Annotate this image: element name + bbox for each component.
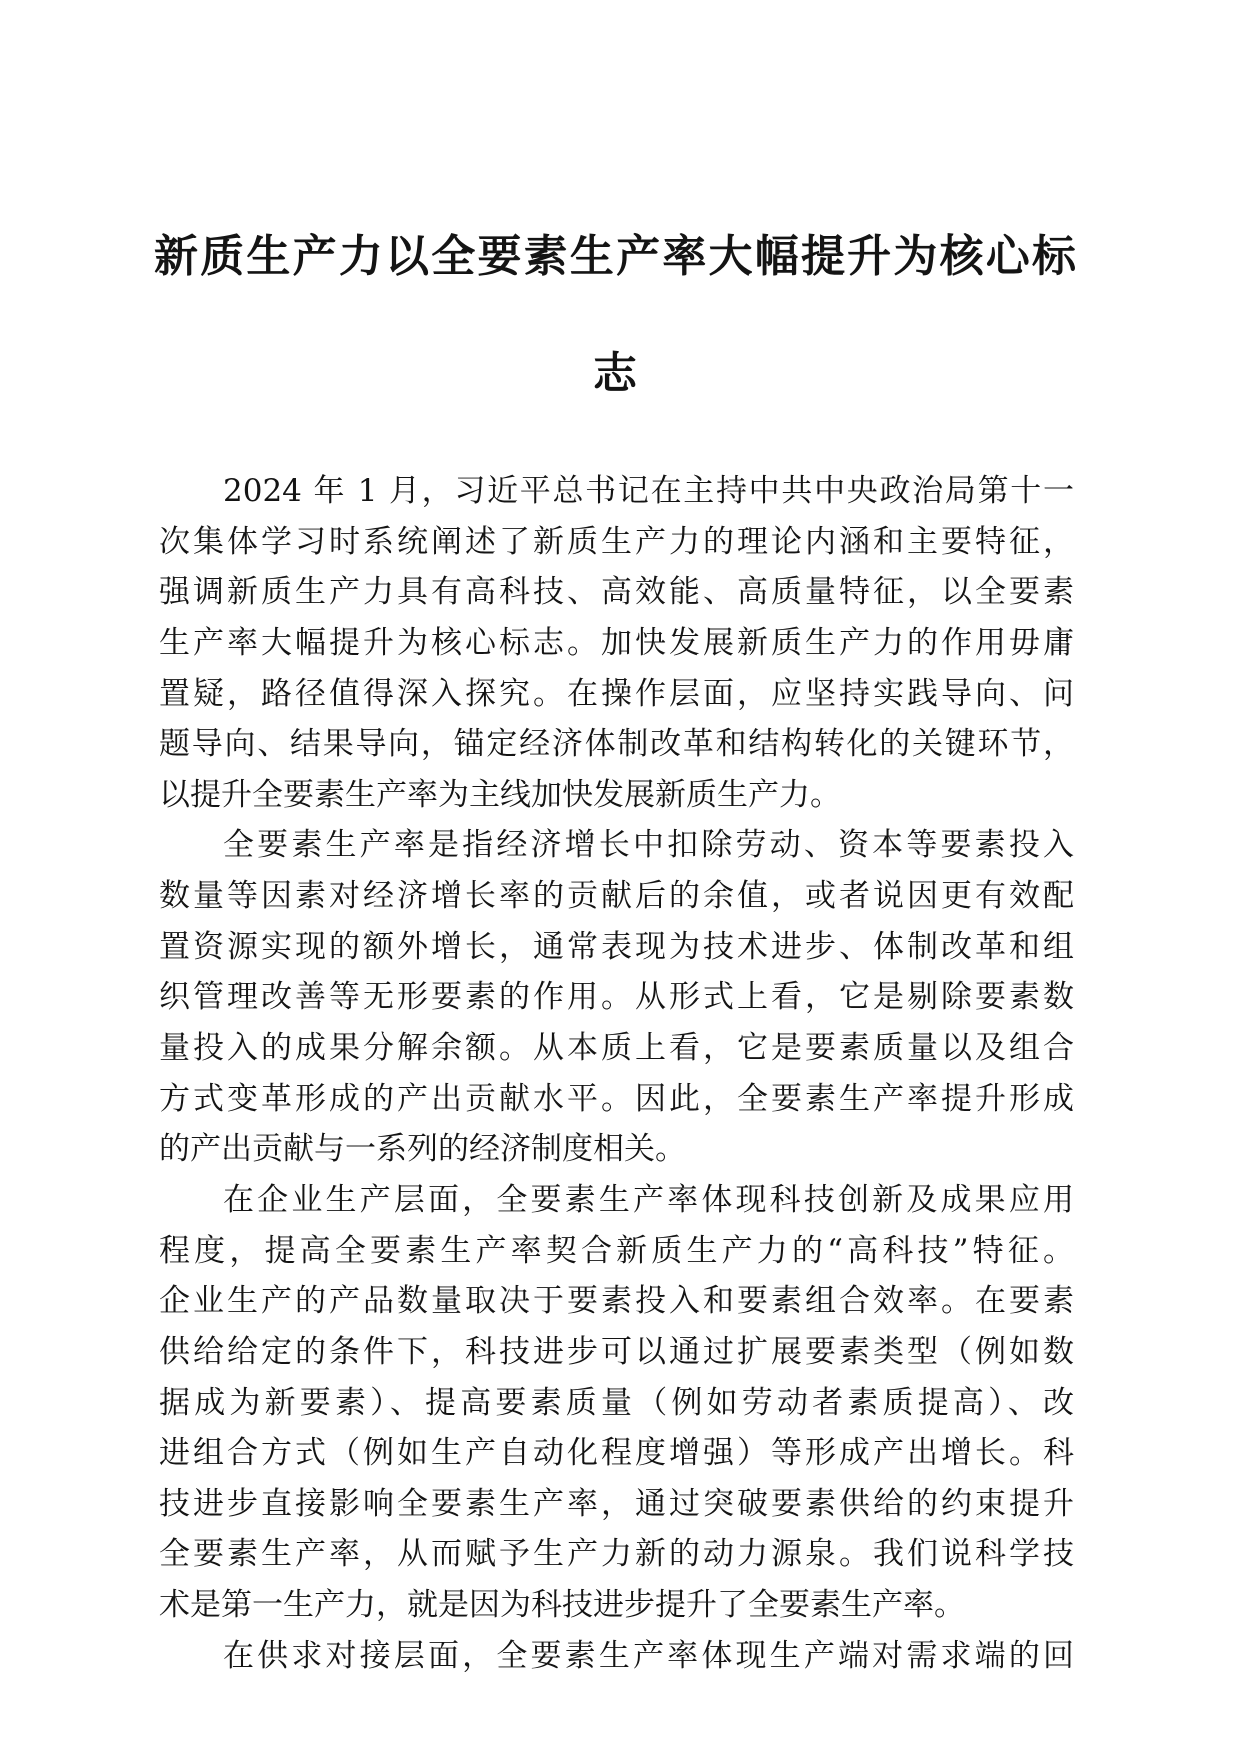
body-line: 量投入的成果分解余额。从本质上看，它是要素质量以及组合 [159,1030,1074,1067]
title-line: 新质生产力以全要素生产率大幅提升为核心标 [154,231,1076,282]
body-line: 在企业生产层面，全要素生产率体现科技创新及成果应用 [223,1181,1074,1218]
paragraph [159,820,1074,1174]
body-line: 生产率大幅提升为核心标志。加快发展新质生产力的作用毋庸 [159,624,1074,661]
paragraph [159,1175,1074,1631]
body-line: 题导向、结果导向，锚定经济体制改革和结构转化的关键环节， [159,726,1074,763]
paragraph [159,466,1074,820]
paragraph [159,1631,1074,1682]
body-line: 以提升全要素生产率为主线加快发展新质生产力。 [159,776,841,813]
body-line: 强调新质生产力具有高科技、高效能、高质量特征，以全要素 [159,574,1074,611]
body-line: 术是第一生产力，就是因为科技进步提升了全要素生产率。 [159,1587,965,1624]
body-line: 在供求对接层面，全要素生产率体现生产端对需求端的回 [223,1637,1074,1674]
body-line: 数量等因素对经济增长率的贡献后的余值，或者说因更有效配 [159,878,1074,915]
document-title [154,225,1076,406]
body-line: 企业生产的产品数量取决于要素投入和要素组合效率。在要素 [159,1283,1074,1320]
body-line: 程度，提高全要素生产率契合新质生产力的“高科技”特征。 [159,1232,1074,1269]
body-line: 织管理改善等无形要素的作用。从形式上看，它是剔除要素数 [159,979,1074,1016]
body-line: 次集体学习时系统阐述了新质生产力的理论内涵和主要特征， [159,523,1074,560]
body-line: 全要素生产率，从而赋予生产力新的动力源泉。我们说科学技 [159,1536,1074,1573]
body-line: 2024 年 1 月，习近平总书记在主持中共中央政治局第十一 [223,473,1074,509]
body-line: 技进步直接影响全要素生产率，通过突破要素供给的约束提升 [159,1485,1074,1522]
body-line: 供给给定的条件下，科技进步可以通过扩展要素类型（例如数 [159,1333,1074,1370]
document-body [159,466,1074,1681]
body-line: 的产出贡献与一系列的经济制度相关。 [159,1131,686,1168]
body-line: 据成为新要素）、提高要素质量（例如劳动者素质提高）、改 [159,1384,1074,1421]
body-line: 进组合方式（例如生产自动化程度增强）等形成产出增长。科 [159,1435,1074,1472]
body-line: 全要素生产率是指经济增长中扣除劳动、资本等要素投入 [223,827,1074,864]
body-line: 置疑，路径值得深入探究。在操作层面，应坚持实践导向、问 [159,675,1074,712]
body-line: 方式变革形成的产出贡献水平。因此，全要素生产率提升形成 [159,1080,1074,1117]
body-line: 置资源实现的额外增长，通常表现为技术进步、体制改革和组 [159,928,1074,965]
title-line: 志 [593,348,637,399]
